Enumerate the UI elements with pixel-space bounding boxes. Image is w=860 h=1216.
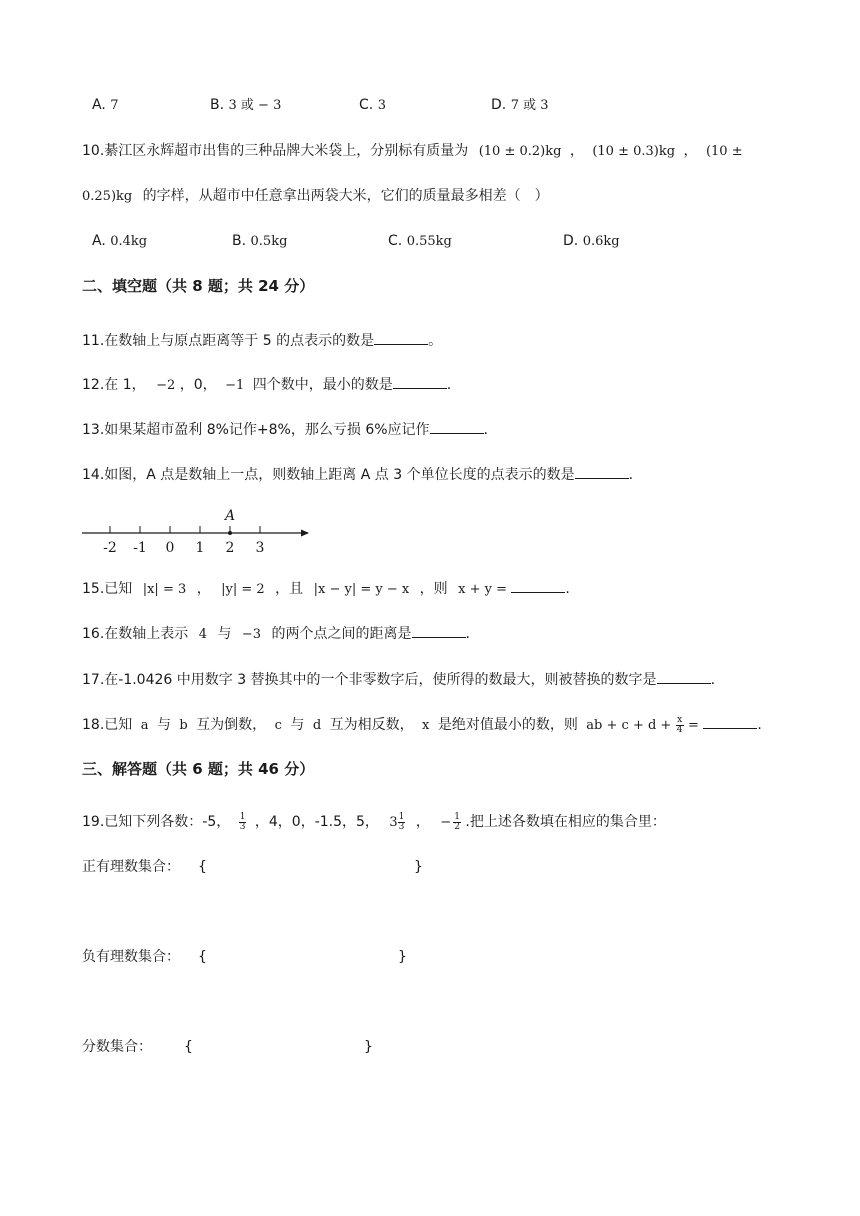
question-text: 是绝对值最小的数，则 [437, 717, 578, 733]
question-16 [82, 623, 470, 645]
math-expression: (10 ± 0.3)kg [592, 144, 676, 159]
set-label: 负有理数集合： [82, 949, 180, 965]
punctuation: . [565, 581, 570, 597]
option-label: D. [563, 233, 579, 249]
option-value: 7 [110, 98, 119, 113]
question-19 [82, 812, 666, 833]
math-variable: a [140, 718, 149, 733]
math-expression: 4 [198, 627, 207, 642]
question-12 [82, 374, 451, 396]
fraction-one-third [239, 813, 247, 832]
set-close-brace: } [414, 859, 423, 875]
option-label: B. [232, 233, 247, 249]
math-operator: − [440, 815, 452, 830]
fraction-denominator: 4 [676, 724, 683, 735]
question-14 [82, 464, 633, 485]
option-value: 3 [377, 98, 386, 113]
question-18 [82, 714, 762, 736]
math-variable: d [312, 718, 322, 733]
math-operator: = [687, 718, 699, 733]
fraction-mixed-one-third [398, 813, 406, 832]
fraction-one-half [453, 813, 461, 832]
fraction-denominator: 3 [239, 821, 246, 832]
question-text: ，4，0，-1.5，5， [254, 814, 379, 830]
separator: ， [415, 814, 430, 830]
math-variable: b [179, 718, 188, 733]
punctuation: 。 [428, 333, 443, 349]
option-value: 0.4kg [110, 234, 148, 249]
question-15 [82, 578, 570, 600]
answer-blank [657, 669, 711, 684]
punctuation: . [628, 467, 634, 483]
question-text: 的字样，从超市中任意拿出两袋大米，它们的质量最多相差（ ） [142, 188, 549, 204]
math-expression: 0.25)kg [82, 189, 133, 204]
fraction-x-over-4 [676, 716, 684, 735]
tick-marks [103, 526, 264, 556]
number-line-figure [78, 500, 318, 558]
question-text: 17.在-1.0426 中用数字 3 替换其中的一个非零数字后，使所得的数最大，则被替换的数字是 [82, 672, 657, 688]
separator: ，且 [275, 581, 304, 597]
question-text: 互为相反数， [329, 717, 414, 733]
question-11 [82, 330, 442, 351]
question-text: ，0， [179, 377, 217, 393]
option-value: 3 或 − 3 [228, 98, 282, 113]
math-expression: (10 ± 0.2)kg [478, 144, 562, 159]
q10-option-c [388, 231, 452, 252]
section-heading-fill-in: 二、填空题（共 8 题；共 24 分） [82, 277, 315, 295]
option-label: A. [92, 233, 106, 249]
question-text: 11.在数轴上与原点距离等于 5 的点表示的数是 [82, 333, 375, 349]
option-label: B. [210, 97, 225, 113]
math-expression: −3 [241, 627, 262, 642]
fraction-numerator: 1 [398, 811, 405, 822]
set-label: 分数集合： [82, 1039, 152, 1055]
negative-rational-set [82, 947, 407, 967]
option-label: C. [388, 233, 403, 249]
q9-option-c [359, 95, 386, 116]
arrow-right-icon [301, 530, 309, 537]
set-label: 正有理数集合： [82, 859, 180, 875]
separator: ，则 [419, 581, 448, 597]
separator: ， [569, 143, 584, 159]
question-text: 19.已知下列各数：-5， [82, 814, 231, 830]
answer-blank [511, 578, 565, 593]
question-text: 14.如图，A 点是数轴上一点，则数轴上距离 A 点 3 个单位长度的点表示的数是 [82, 467, 575, 483]
answer-blank [412, 623, 466, 638]
math-variable: c [274, 718, 282, 733]
question-text: 互为倒数， [196, 717, 267, 733]
option-label: C. [359, 97, 374, 113]
question-text: 16.在数轴上表示 [82, 626, 189, 642]
set-close-brace: } [364, 1039, 373, 1055]
punctuation: . [465, 626, 470, 642]
tick-label: 2 [225, 540, 235, 556]
punctuation: . [446, 377, 452, 393]
fraction-numerator: 1 [239, 811, 246, 822]
option-value: 0.55kg [406, 234, 452, 249]
set-open-brace: { [198, 859, 207, 875]
question-text: 与 [290, 717, 305, 733]
fraction-numerator: 1 [454, 811, 460, 822]
question-13 [82, 419, 488, 440]
tick-label: -1 [133, 540, 147, 556]
answer-blank [393, 374, 447, 389]
q10-option-a [92, 231, 147, 252]
tick-label: -2 [103, 540, 117, 556]
question-text: 10.綦江区永辉超市出售的三种品牌大米袋上，分别标有质量为 [82, 143, 469, 159]
section-heading-solutions: 三、解答题（共 6 题；共 46 分） [82, 760, 315, 778]
question-17 [82, 669, 715, 690]
question-text: 与 [156, 717, 171, 733]
separator: ， [196, 581, 211, 597]
option-value: 7 或 3 [510, 98, 549, 113]
question-text: 与 [217, 626, 232, 642]
mixed-number-whole: 3 [389, 815, 398, 830]
point-a-marker [228, 531, 232, 535]
question-text: 12.在 1， [82, 377, 146, 393]
positive-rational-set [82, 857, 423, 877]
option-value: 0.6kg [582, 234, 620, 249]
option-label: D. [491, 97, 507, 113]
question-text: 18.已知 [82, 717, 133, 733]
separator: ， [683, 143, 698, 159]
set-close-brace: } [398, 949, 407, 965]
answer-blank [374, 330, 428, 345]
set-open-brace: { [198, 949, 207, 965]
math-expression: |x| = 3 [142, 582, 187, 597]
q9-option-a [92, 95, 119, 116]
question-text: 15.已知 [82, 581, 133, 597]
question-text: 13.如果某超市盈利 8%记作+8%，那么亏损 6%应记作 [82, 422, 430, 438]
math-expression: ab + c + d + [586, 718, 672, 733]
question-text: 四个数中，最小的数是 [252, 377, 393, 393]
option-label: A. [92, 97, 106, 113]
math-expression: −2 [156, 378, 176, 393]
question-10-line-2 [82, 186, 549, 207]
question-10-line-1 [82, 141, 743, 162]
math-expression: (10 ± [705, 144, 743, 159]
math-expression: x + y = [458, 582, 507, 597]
math-variable: x [422, 718, 430, 733]
q10-option-d [563, 231, 620, 252]
math-expression: |y| = 2 [221, 582, 265, 597]
punctuation: . [483, 422, 488, 438]
q9-option-b [210, 95, 281, 116]
question-text: .把上述各数填在相应的集合里： [465, 814, 666, 830]
fraction-set [82, 1037, 373, 1057]
punctuation: . [710, 672, 716, 688]
math-expression: −1 [225, 378, 245, 393]
set-open-brace: { [184, 1039, 193, 1055]
q9-option-d [491, 95, 549, 116]
tick-label: 1 [195, 540, 205, 556]
answer-blank [430, 419, 484, 434]
question-text: 的两个点之间的距离是 [271, 626, 412, 642]
fraction-denominator: 2 [454, 821, 460, 832]
point-a-label: A [225, 508, 236, 524]
option-value: 0.5kg [250, 234, 288, 249]
tick-label: 0 [165, 540, 175, 556]
q10-option-b [232, 231, 287, 252]
punctuation: . [757, 717, 762, 733]
tick-label: 3 [255, 540, 265, 556]
answer-blank [703, 714, 757, 729]
math-expression: |x − y| = y − x [313, 582, 410, 597]
fraction-numerator: x [677, 714, 683, 725]
answer-blank [575, 464, 629, 479]
fraction-denominator: 3 [398, 821, 405, 832]
